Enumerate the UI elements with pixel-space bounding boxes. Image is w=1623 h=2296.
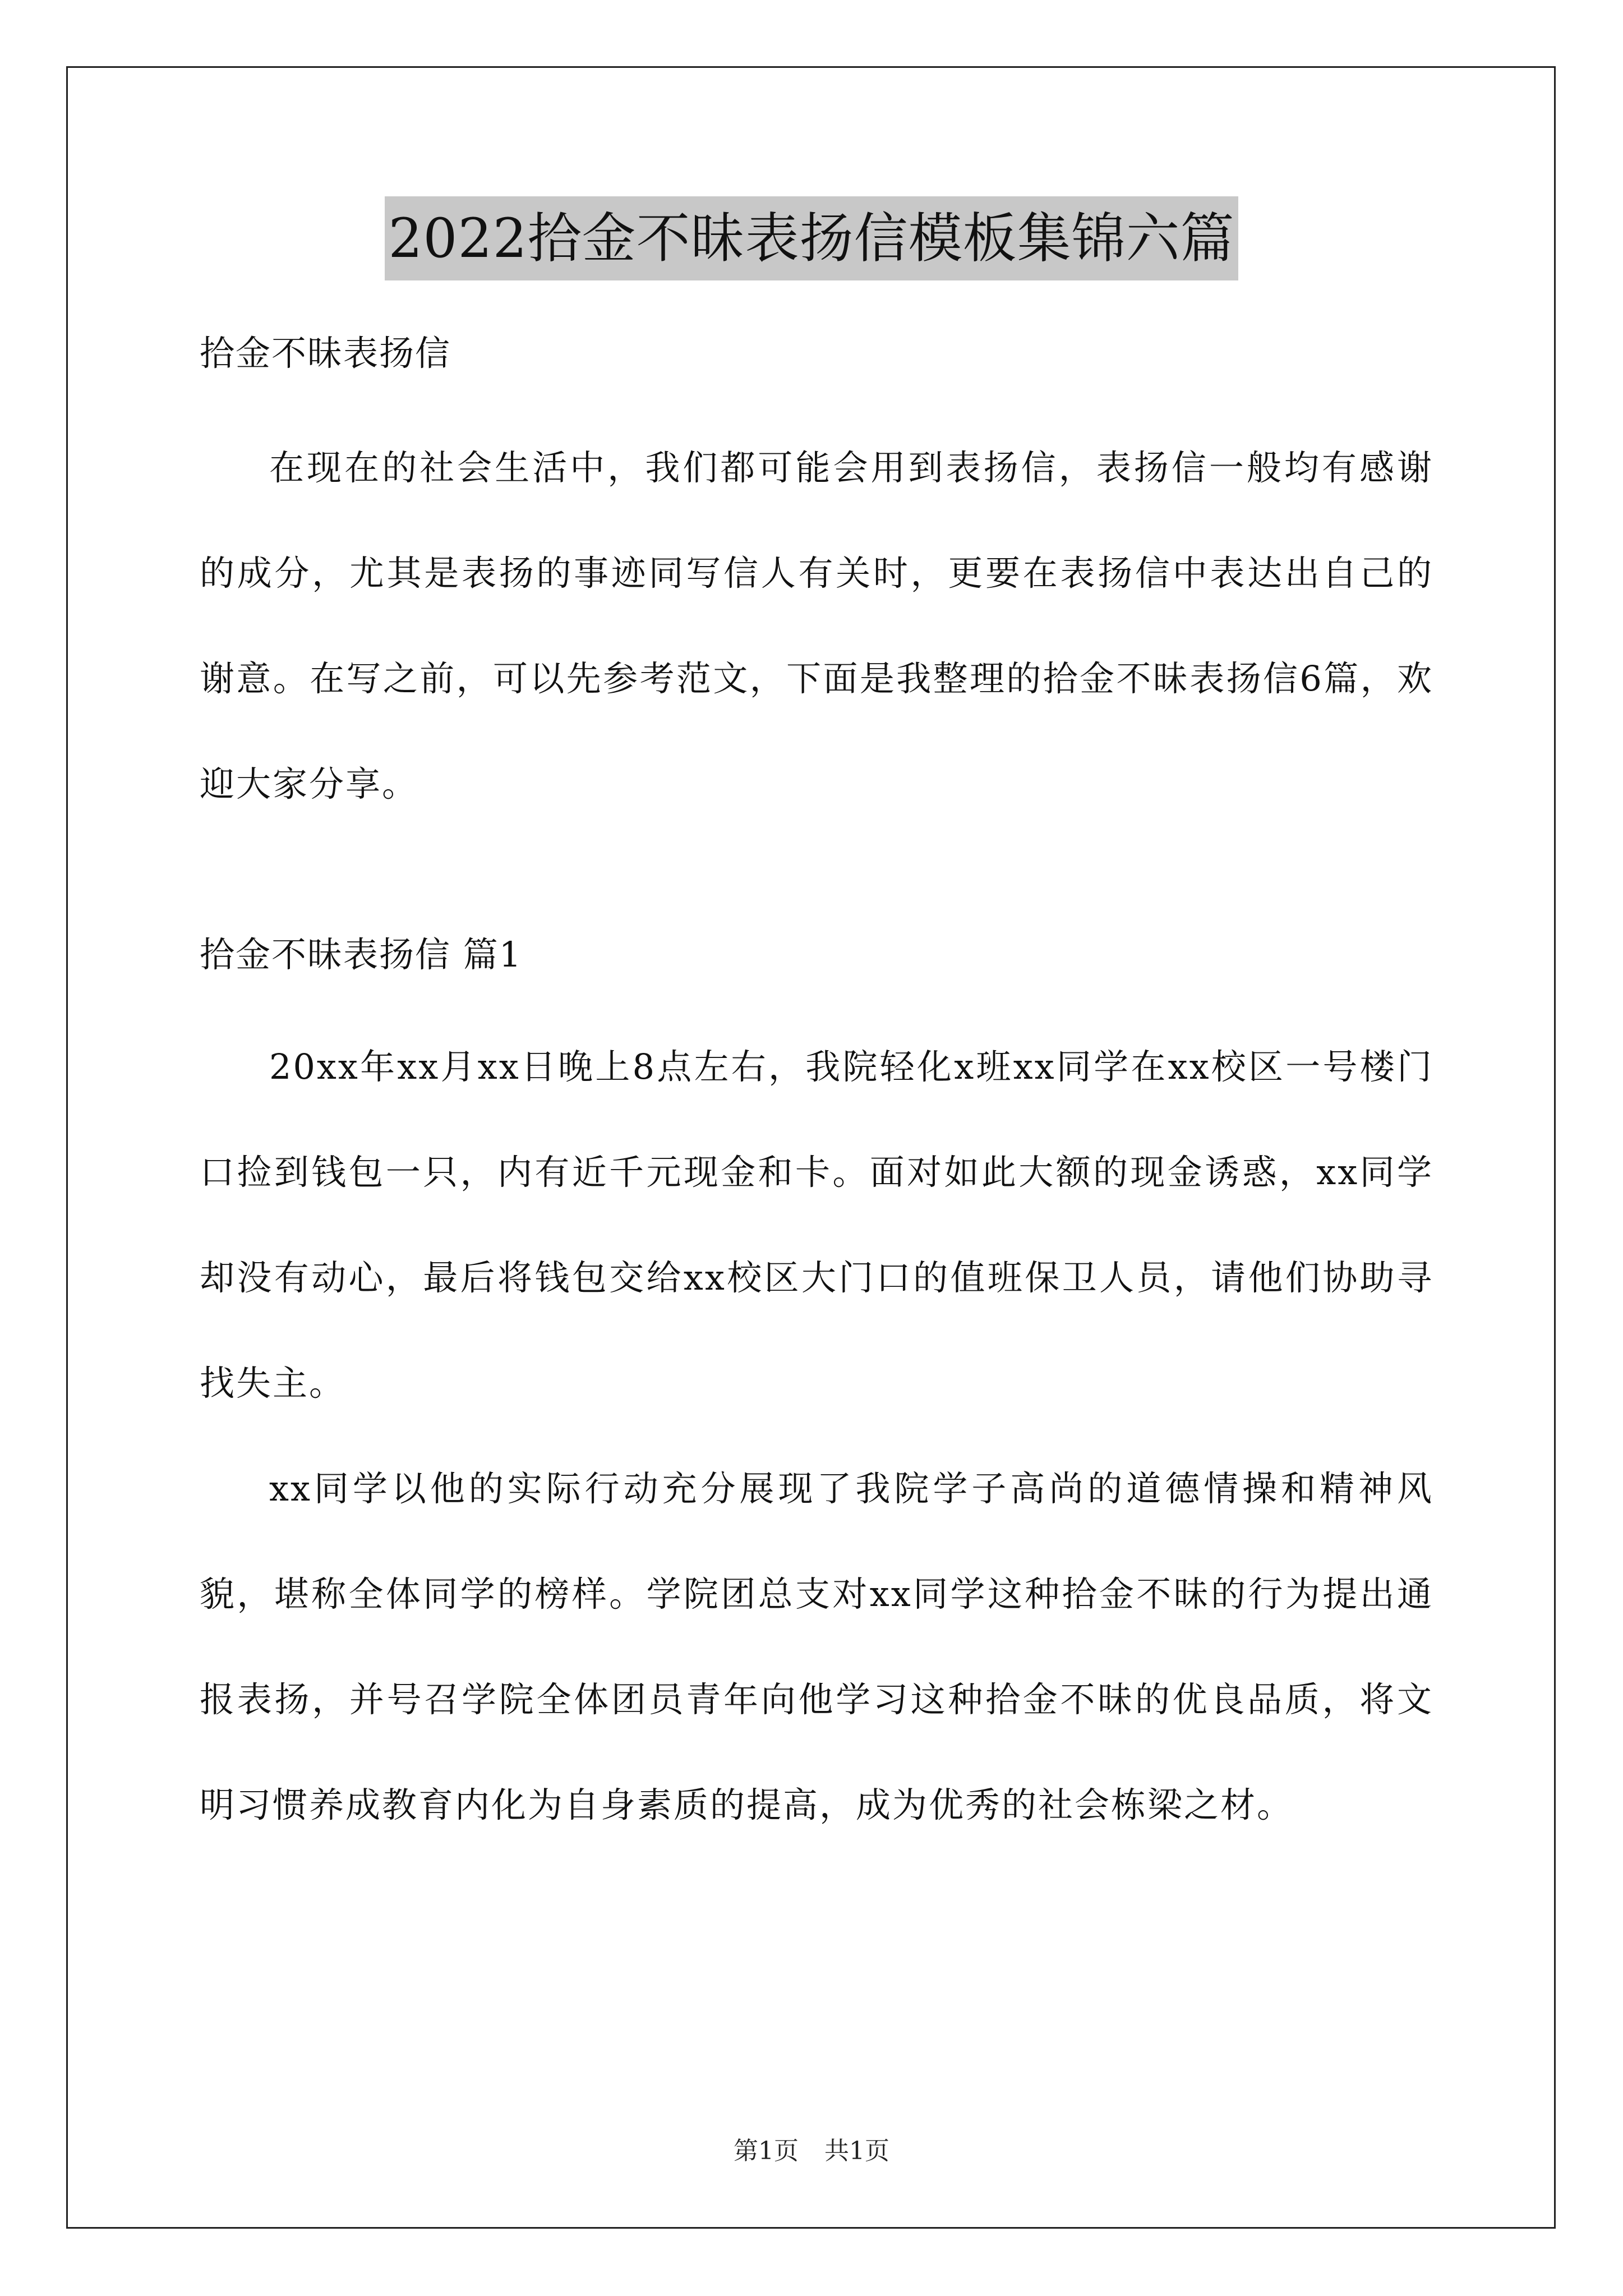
page-footer (0, 2134, 1623, 2168)
title-container (0, 196, 1623, 280)
section-1-paragraph-2: xx同学以他的实际行动充分展现了我院学子高尚的道德情操和精神风貌，堪称全体同学的榜样。学院团总支对xx同学这种拾金不昧的行为提出通报表扬，并号召学院全体团员青年向他学习这种拾金不昧的优良品质，将文明习惯养成教育内化为自身素质的提高，成为优秀的社会栋梁之材。 (200, 1468, 1433, 1825)
section-1-paragraph-1: 20xx年xx月xx日晚上8点左右，我院轻化x班xx同学在xx校区一号楼门口捡到钱包一只，内有近千元现金和卡。面对如此大额的现金诱惑，xx同学却没有动心，最后将钱包交给xx校区大门口的值班保卫人员，请他们协助寻找失主。 (200, 1046, 1433, 1404)
intro-heading: 拾金不昧表扬信 (200, 333, 451, 374)
document-title: 2022拾金不昧表扬信模板集锦六篇 (385, 196, 1238, 280)
page-number-current: 第1页 (734, 2137, 799, 2165)
document-body (200, 325, 1433, 1858)
section-1-heading: 拾金不昧表扬信 篇1 (200, 934, 523, 975)
page-number-total: 共1页 (824, 2137, 889, 2165)
intro-paragraph: 在现在的社会生活中，我们都可能会用到表扬信，表扬信一般均有感谢的成分，尤其是表扬的事迹同写信人有关时，更要在表扬信中表达出自己的谢意。在写之前，可以先参考范文，下面是我整理的拾金不昧表扬信6篇，欢迎大家分享。 (200, 447, 1433, 804)
